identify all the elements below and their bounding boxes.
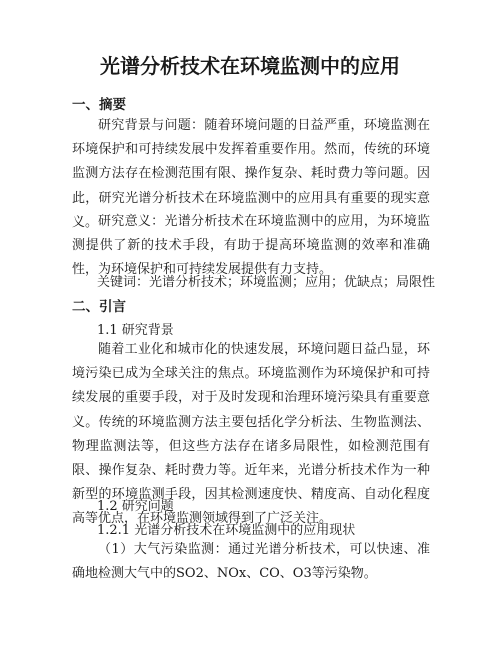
list-item-air-pollution: （1）大气污染监测：通过光谱分析技术，可以快速、准确地检测大气中的SO2、NOx、CO、O3等污染物。 <box>72 542 430 582</box>
abstract-paragraph-significance: 研究意义：光谱分析技术在环境监测中的应用，为环境监测提供了新的技术手段，有助于提高环境监测的效率和准确性，为环境保护和可持续发展提供有力支持。 <box>72 214 430 278</box>
intro-paragraph-background: 随着工业化和城市化的快速发展，环境问题日益凸显，环境污染已成为全球关注的焦点。环境监测作为环境保护和可持续发展的重要手段，对于及时发现和治理环境污染具有重要意义。传统的环境监测方法主要包括化学分析法、生物监测法、物理监测法等，但这些方法存在诸多局限性，如检测范围有限、操作复杂、耗时费力等。近年来，光谱分析技术作为一种新型的环境监测手段，因其检测速度快、精度高、自动化程度高等优点，在环境监测领域得到了广泛关注。 <box>72 342 430 527</box>
abstract-paragraph-background: 研究背景与问题：随着环境问题的日益严重，环境监测在环境保护和可持续发展中发挥着重要作用。然而，传统的环境监测方法存在检测范围有限、操作复杂、耗时费力等问题。因此，研究光谱分析技术在环境监测中的应用具有重要的现实意义。 <box>72 118 430 230</box>
document-title: 光谱分析技术在环境监测中的应用 <box>100 54 400 78</box>
subsection-1-1-heading: 1.1 研究背景 <box>97 323 174 338</box>
keywords-line: 关键词：光谱分析技术；环境监测；应用；优缺点；局限性 <box>97 275 436 290</box>
abstract-heading: 一、摘要 <box>72 97 126 113</box>
subsection-1-2-1-heading: 1.2.1 光谱分析技术在环境监测中的应用现状 <box>97 523 356 538</box>
intro-heading: 二、引言 <box>72 299 126 315</box>
subsection-1-2-heading: 1.2 研究问题 <box>97 499 174 514</box>
